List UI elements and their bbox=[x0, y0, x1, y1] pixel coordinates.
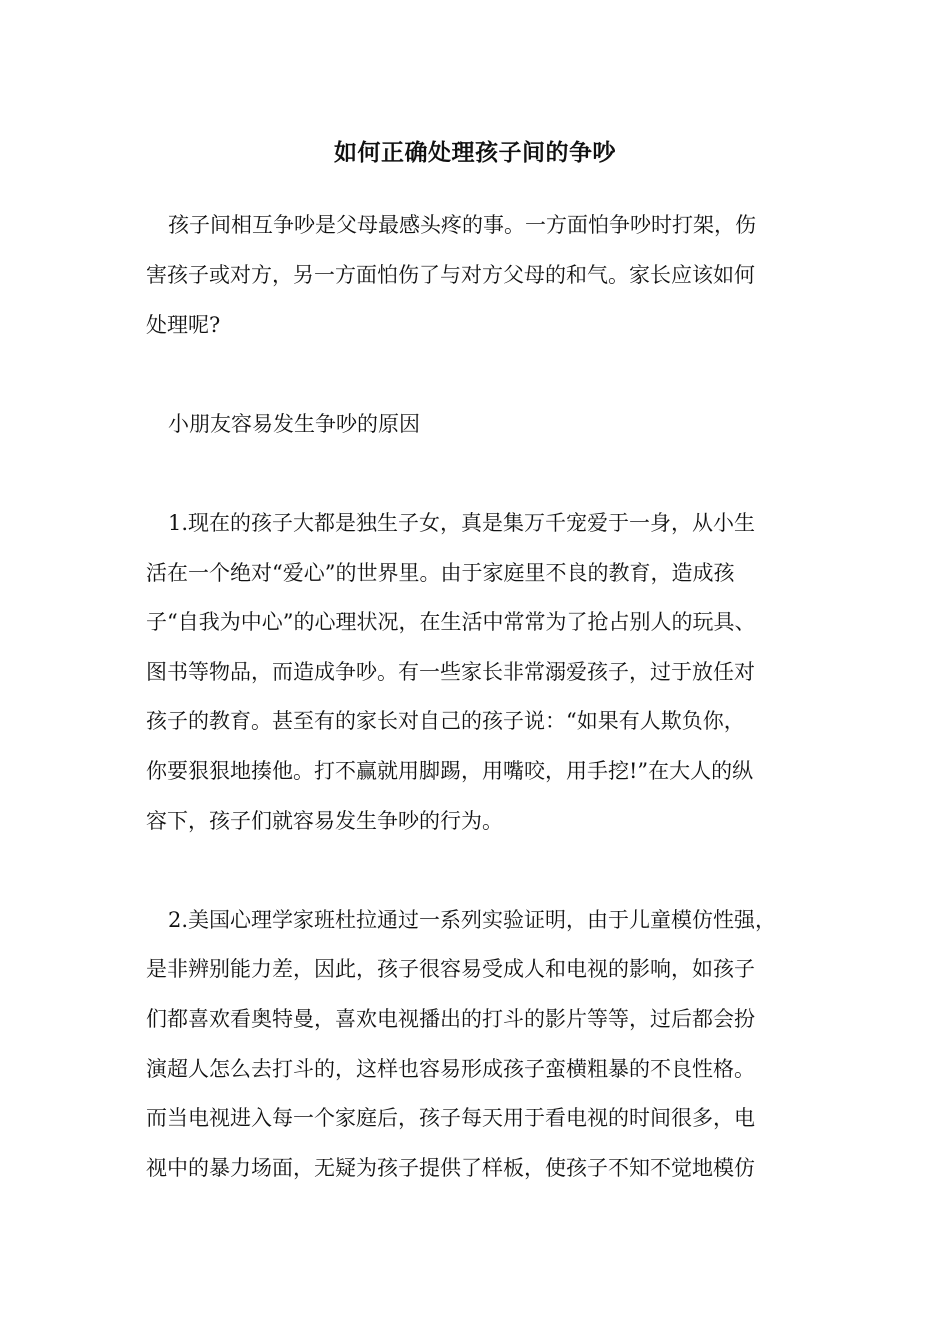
point1-line-6: 你要狠狠地揍他。打不赢就用脚踢，用嘴咬，用手挖!”在大人的纵 bbox=[146, 759, 754, 783]
point1-line-7: 容下，孩子们就容易发生争吵的行为。 bbox=[146, 809, 503, 833]
point2-line-2: 是非辨别能力差，因此，孩子很容易受成人和电视的影响，如孩子 bbox=[146, 957, 755, 981]
point1-line-5: 孩子的教育。甚至有的家长对自己的孩子说：“如果有人欺负你， bbox=[146, 709, 745, 733]
point1-line-1: 1.现在的孩子大都是独生子女，真是集万千宠爱于一身，从小生 bbox=[168, 511, 756, 535]
point1-line-2: 活在一个绝对“爱心”的世界里。由于家庭里不良的教育，造成孩 bbox=[146, 561, 735, 585]
point2-line-3: 们都喜欢看奥特曼，喜欢电视播出的打斗的影片等等，过后都会扮 bbox=[146, 1007, 755, 1031]
point1-line-3: 子“自我为中心”的心理状况，在生活中常常为了抢占别人的玩具、 bbox=[146, 610, 756, 634]
intro-line-2: 害孩子或对方，另一方面怕伤了与对方父母的和气。家长应该如何 bbox=[146, 263, 755, 287]
point2-line-1: 2.美国心理学家班杜拉通过一系列实验证明，由于儿童模仿性强， bbox=[168, 908, 777, 932]
section-heading: 小朋友容易发生争吵的原因 bbox=[168, 412, 420, 436]
point2-line-6: 视中的暴力场面，无疑为孩子提供了样板，使孩子不知不觉地模仿 bbox=[146, 1156, 755, 1180]
intro-line-1: 孩子间相互争吵是父母最感头疼的事。一方面怕争吵时打架，伤 bbox=[168, 213, 756, 237]
intro-line-3: 处理呢? bbox=[146, 313, 221, 337]
document-title: 如何正确处理孩子间的争吵 bbox=[334, 139, 616, 166]
point2-line-5: 而当电视进入每一个家庭后，孩子每天用于看电视的时间很多，电 bbox=[146, 1106, 755, 1130]
point1-line-4: 图书等物品，而造成争吵。有一些家长非常溺爱孩子，过于放任对 bbox=[146, 660, 755, 684]
point2-line-4: 演超人怎么去打斗的，这样也容易形成孩子蛮横粗暴的不良性格。 bbox=[146, 1057, 755, 1081]
